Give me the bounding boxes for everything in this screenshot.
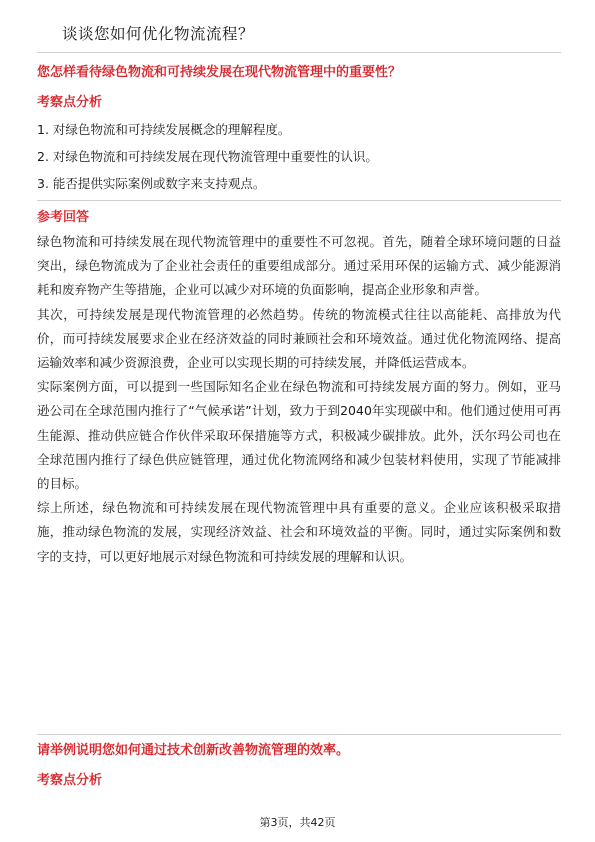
q1-answer-body — [37, 230, 561, 569]
question-divider — [37, 734, 561, 735]
question-1 — [37, 64, 561, 82]
question-1-text: 您怎样看待绿色物流和可持续发展在现代物流管理中的重要性？ — [37, 65, 402, 80]
section-divider — [37, 200, 561, 201]
q1-analysis-heading: 考察点分析 — [37, 95, 103, 110]
q1-point-3 — [37, 175, 561, 193]
q1-answer-heading: 参考回答 — [37, 210, 90, 225]
q2-analysis-section — [37, 772, 561, 790]
analysis-point: 3. 能否提供实际案例或数字来支持观点。 — [37, 176, 266, 191]
q1-point-1 — [37, 121, 561, 139]
question-2 — [37, 742, 561, 760]
analysis-point: 1. 对绿色物流和可持续发展概念的理解程度。 — [37, 122, 291, 137]
page-number: 第3页，共42页 — [259, 816, 336, 829]
q1-analysis-section — [37, 94, 561, 112]
answer-paragraph: 绿色物流和可持续发展在现代物流管理中的重要性不可忽视。首先，随着全球环境问题的日益突出，绿色物流成为了企业社会责任的重要组成部分。通过采用环保的运输方式、减少能源消耗和废弃物产生等措施，企业可以减少对环境的负面影响，提高企业形象和声誉。 — [37, 234, 561, 298]
document-title: 谈谈您如何优化物流流程？ — [62, 25, 255, 43]
title-divider — [37, 52, 561, 53]
question-2-text: 请举例说明您如何通过技术创新改善物流管理的效率。 — [37, 743, 350, 758]
q1-point-2 — [37, 148, 561, 166]
analysis-point: 2. 对绿色物流和可持续发展在现代物流管理中重要性的认识。 — [37, 149, 378, 164]
answer-paragraph: 实际案例方面，可以提到一些国际知名企业在绿色物流和可持续发展方面的努力。例如，亚马逊公司在全球范围内推行了“气候承诺”计划，致力于到2040年实现碳中和。他们通过使用可再生能源、推动供应链合作伙伴采取环保措施等方式，积极减少碳排放。此外，沃尔玛公司也在全球范围内推行了绿色供应链管理，通过优化物流网络和减少包装材料使用，实现了节能减排的目标。 — [37, 379, 561, 492]
answer-paragraph: 其次，可持续发展是现代物流管理的必然趋势。传统的物流模式往往以高能耗、高排放为代价，而可持续发展要求企业在经济效益的同时兼顾社会和环境效益。通过优化物流网络、提高运输效率和减少资源浪费，企业可以实现长期的可持续发展，并降低运营成本。 — [37, 306, 561, 371]
q1-answer-section — [37, 209, 561, 227]
q2-analysis-heading: 考察点分析 — [37, 773, 103, 788]
answer-paragraph: 综上所述，绿色物流和可持续发展在现代物流管理中具有重要的意义。企业应该积极采取措施，推动绿色物流的发展，实现经济效益、社会和环境效益的平衡。同时，通过实际案例和数字的支持，可以更好地展示对绿色物流和可持续发展的理解和认识。 — [37, 500, 561, 564]
